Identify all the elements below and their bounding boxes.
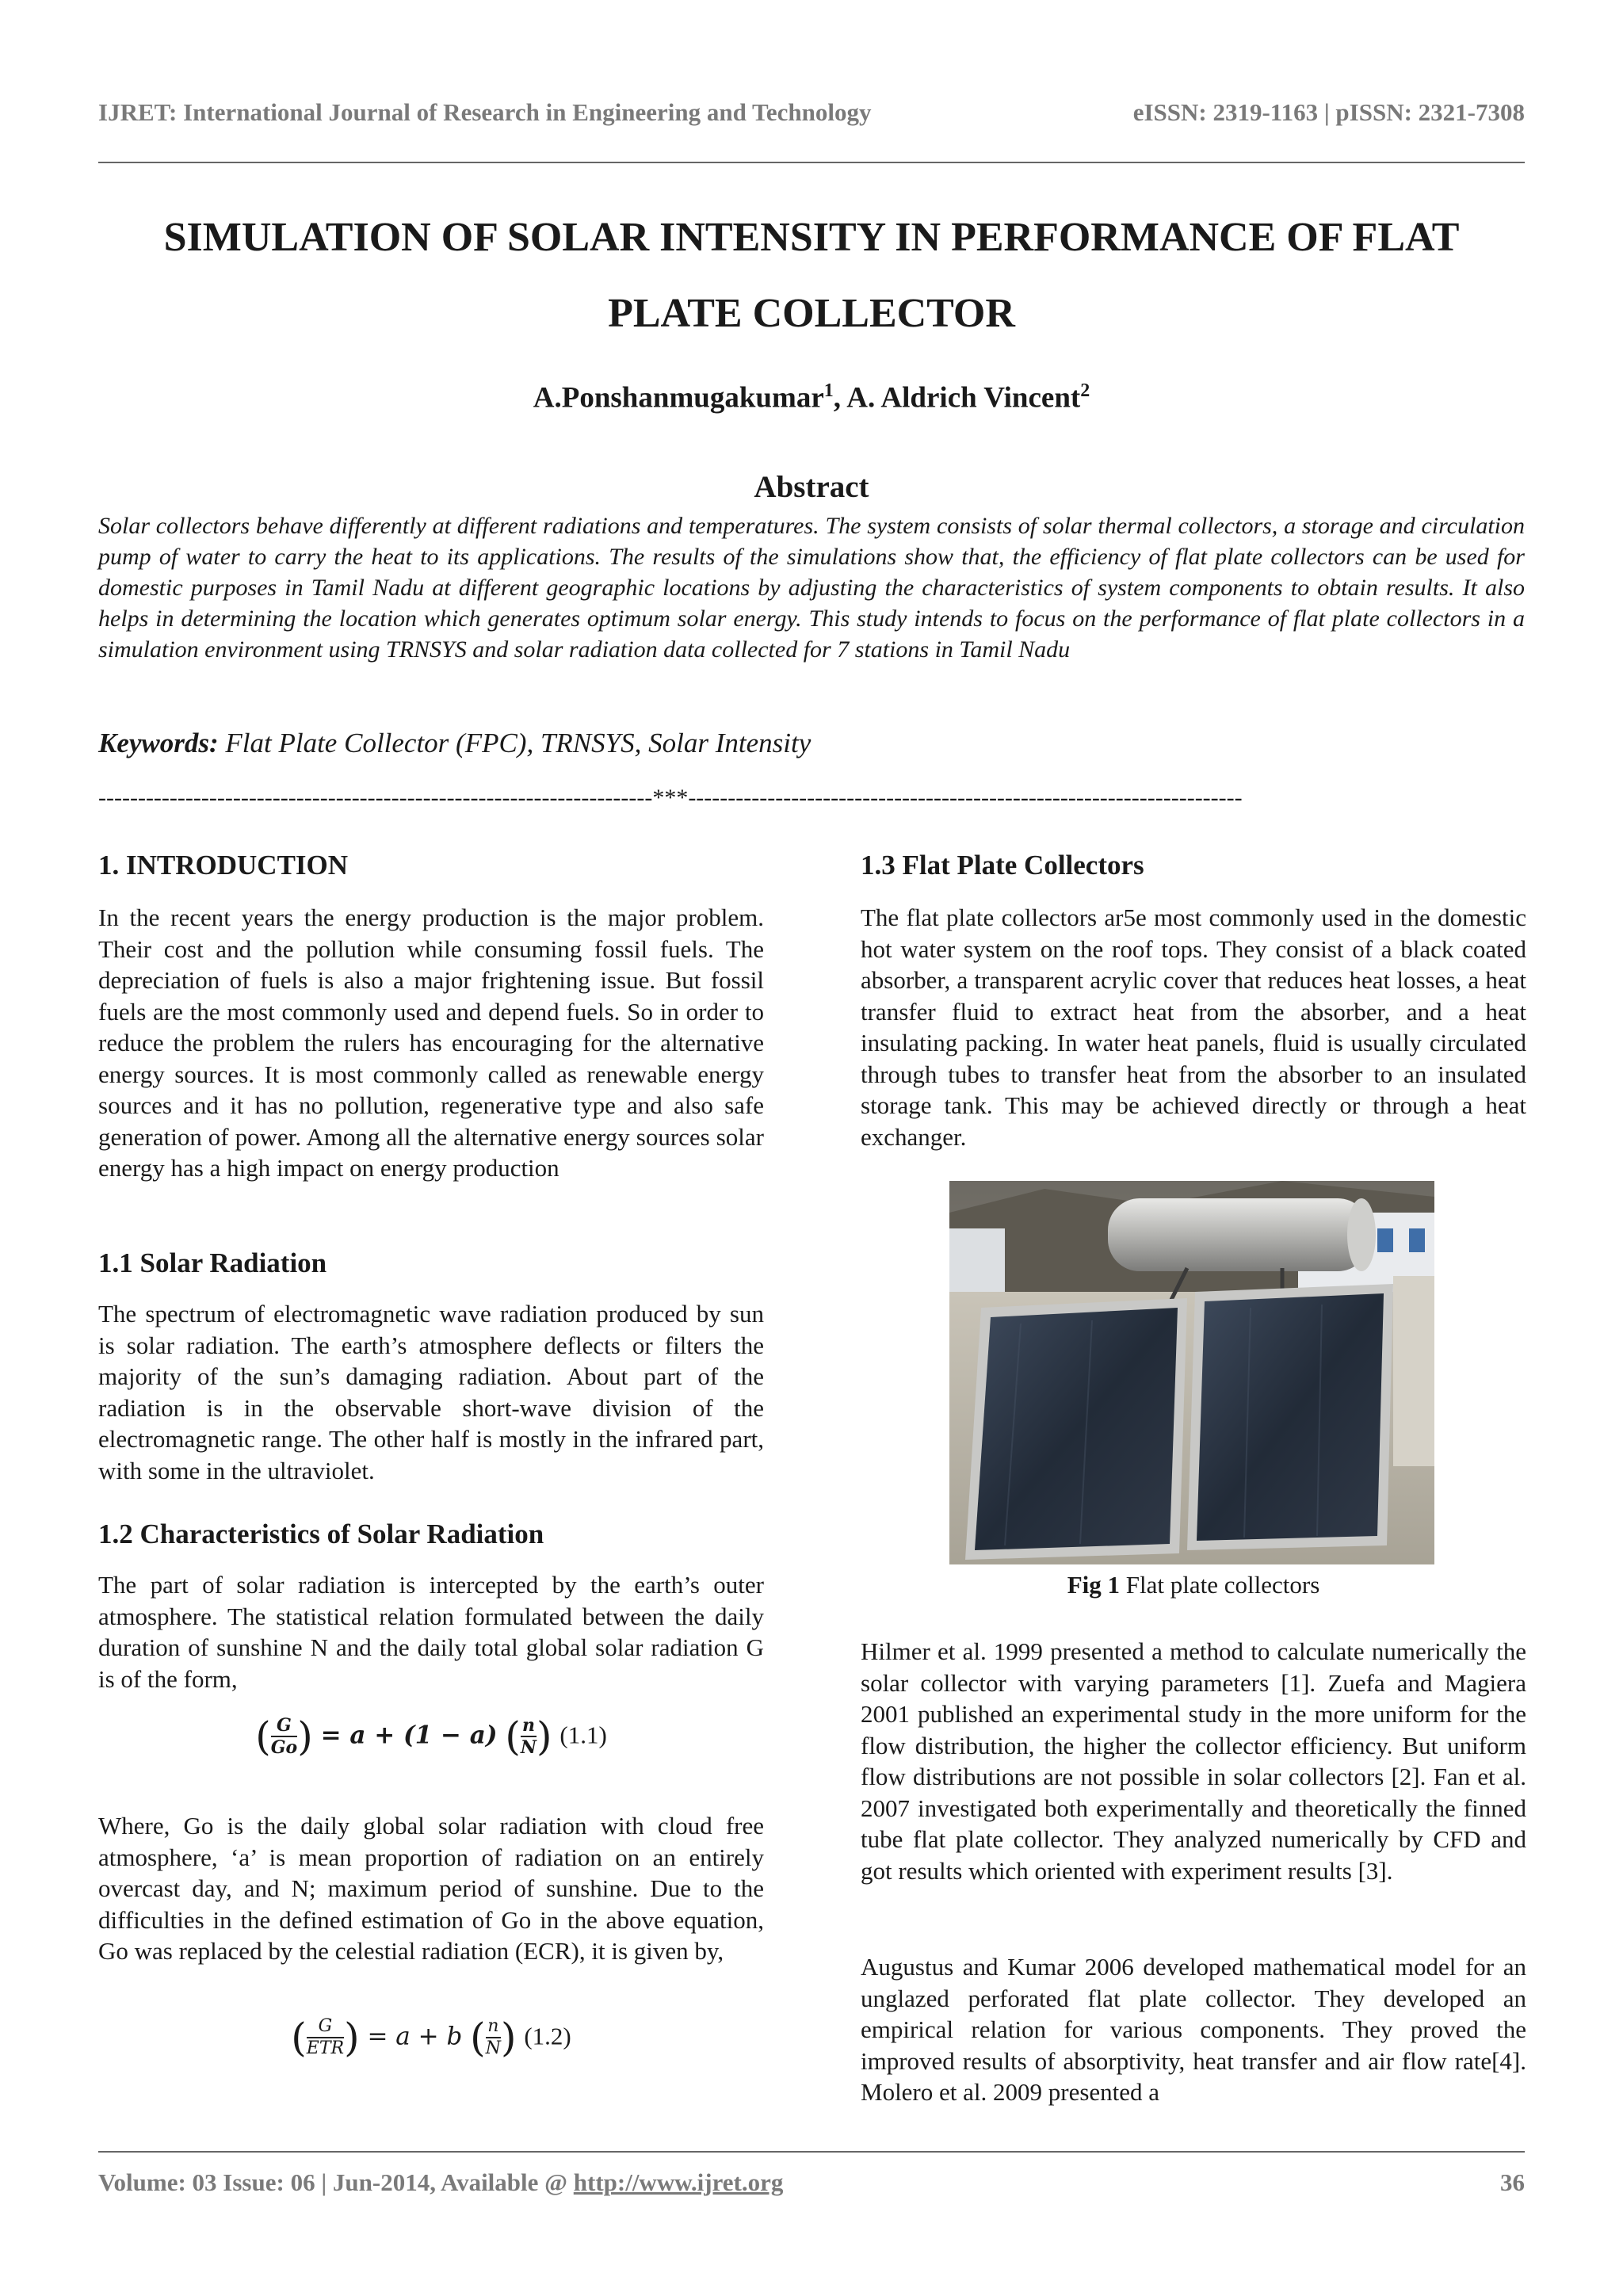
journal-link[interactable]: http://www.ijret.org bbox=[573, 2168, 784, 2196]
footer-volume: Volume: 03 Issue: 06 | Jun-2014, Available @ bbox=[98, 2168, 574, 2196]
page-number: 36 bbox=[1500, 2168, 1525, 2196]
figure-flat-plate-collectors bbox=[949, 1181, 1434, 1564]
characteristics-text: The part of solar radiation is intercepted by the earth’s outer atmosphere. The statistical relation formulated between the daily duration of sunshine N and the daily total global solar radiation G is of the form, bbox=[98, 1571, 764, 1693]
figure-caption-text: Flat plate collectors bbox=[1125, 1571, 1320, 1599]
eq1-fraction: $\frac{G}{Go}$ bbox=[270, 1715, 298, 1758]
footer-rule bbox=[98, 2151, 1525, 2153]
running-footer bbox=[98, 2168, 1525, 2197]
author-1: A.Ponshanmugakumar bbox=[533, 381, 824, 415]
authors bbox=[98, 380, 1525, 415]
intro-text: In the recent years the energy production is the major problem. Their cost and the pollution while consuming fossil fuels. The depreciation of fuels is also a major frightening issue. But fossil fuels are the most commonly used and depend fuels. So in order to reduce the problem the rulers has encouraging for the alternative energy sources. It is most commonly called as renewable energy sources and it has no pollution, regenerative type and also safe generation of power. Among all the alternative energy sources solar energy has a high impact on energy production bbox=[98, 904, 764, 1182]
title-line-2: PLATE COLLECTOR bbox=[608, 291, 1015, 336]
eq2-ratio: $\frac{n}{N}$ bbox=[485, 2016, 501, 2058]
intro-heading: 1. INTRODUCTION bbox=[98, 850, 349, 881]
solar-radiation-heading: 1.1 Solar Radiation bbox=[98, 1247, 327, 1278]
header-rule bbox=[98, 162, 1525, 163]
eq1-ratio: $\frac{n}{N}$ bbox=[520, 1715, 537, 1758]
title-line-1: SIMULATION OF SOLAR INTENSITY IN PERFORMANCE OF FLAT bbox=[163, 215, 1460, 260]
solar-radiation-text: The spectrum of electromagnetic wave radiation produced by sun is solar radiation. The earth’s atmosphere deflects or filters the majority of the sun’s damaging radiation. About part of the radiation is in the observable short-wave division of the electromagnetic range. The other half is mostly in the infrared part, with some in the ultraviolet. bbox=[98, 1300, 764, 1484]
figure-label: Fig 1 bbox=[1067, 1571, 1121, 1599]
literature-paragraph-2: Augustus and Kumar 2006 developed mathematical model for an unglazed perforated flat plate collector. They developed an empirical relation for various components. They proved the improved results of absorptivity, heat transfer and air flow rate[4]. Molero et al. 2009 presented a bbox=[861, 1953, 1526, 2106]
eq1-rhs: = a + (1 − a) bbox=[320, 1721, 498, 1750]
collector-photo bbox=[949, 1181, 1434, 1564]
equation-1-1: ( $\frac{G}{Go}$ ) = a + (1 − a) ( $\frac{n}{N}$ ) (1.1) bbox=[255, 1713, 607, 1759]
where-text: Where, Go is the daily global solar radiation with cloud free atmosphere, ‘a’ is mean proportion of radiation on an entirely overcast day, and N; maximum period of sunshine. Due to the difficulties in the defined estimation of Go in the above equation, Go was replaced by the celestial radiation (ECR), it is given by, bbox=[98, 1812, 764, 1965]
abstract-heading: Abstract bbox=[754, 470, 869, 504]
figure-caption bbox=[861, 1571, 1526, 1599]
running-header bbox=[98, 98, 1525, 127]
equation-1-2: ( $\frac{G}{\text{ETR}}$ ) = a + b ( $\frac{n}{N}$ ) (1.2) bbox=[291, 2015, 571, 2061]
flat-plate-text: The flat plate collectors ar5e most commonly used in the domestic hot water system on the roof tops. They consist of a black coated absorber, a transparent acrylic cover that reduces heat losses, a heat transfer fluid to extract heat from the absorber, and a heat insulating packing. In water heat panels, fluid is usually circulated through tubes to transfer heat from the absorber to an insulated storage tank. This may be achieved directly or through a heat exchanger. bbox=[861, 904, 1526, 1151]
flat-plate-heading: 1.3 Flat Plate Collectors bbox=[861, 850, 1144, 881]
author-2: A. Aldrich Vincent bbox=[846, 381, 1081, 415]
eq2-label: (1.2) bbox=[524, 2022, 571, 2050]
author-1-affiliation: 1 bbox=[823, 380, 834, 401]
eq2-rhs: = a + b bbox=[367, 2022, 463, 2051]
keywords-text: Flat Plate Collector (FPC), TRNSYS, Solar Intensity bbox=[225, 728, 812, 758]
literature-paragraph-1: Hilmer et al. 1999 presented a method to calculate numerically the solar collector with varying parameters [1]. Zuefa and Magiera 2001 published an experimental study in the more uniform for the flow distribution, the higher the collector efficiency. But uniform flow distributions are not possible in solar collectors [2]. Fan et al. 2007 investigated both experimentally and theoretically the finned tube flat plate collector. They analyzed numerically by CFD and got results which oriented with experiment results [3]. bbox=[861, 1637, 1526, 1885]
issn: eISSN: 2319-1163 | pISSN: 2321-7308 bbox=[1132, 98, 1525, 126]
keywords-label: Keywords: bbox=[98, 728, 219, 758]
abstract-text: Solar collectors behave differently at different radiations and temperatures. The system consists of solar thermal collectors, a storage and circulation pump of water to carry the heat to its applications. The results of the simulations show that, the efficiency of flat plate collectors can be used for domestic purposes in Tamil Nadu at different geographic locations by adjusting the characteristics of system components to obtain results. It also helps in determining the location which generates optimum solar energy. This study intends to focus on the performance of flat plate collectors in a simulation environment using TRNSYS and solar radiation data collected for 7 stations in Tamil Nadu bbox=[98, 513, 1525, 663]
author-2-affiliation: 2 bbox=[1080, 380, 1090, 401]
characteristics-heading: 1.2 Characteristics of Solar Radiation bbox=[98, 1519, 544, 1549]
eq1-label: (1.1) bbox=[559, 1721, 607, 1749]
journal-name: IJRET: International Journal of Research in Engineering and Technology bbox=[98, 98, 872, 126]
paper-title bbox=[98, 200, 1525, 352]
keywords bbox=[98, 728, 1525, 759]
author-separator: , bbox=[833, 381, 847, 415]
section-divider: ----------------------------------------------------------------------***---------------------------------------------------------------------- bbox=[98, 785, 1243, 811]
eq2-fraction: $\frac{G}{\text{ETR}}$ bbox=[306, 2016, 345, 2058]
